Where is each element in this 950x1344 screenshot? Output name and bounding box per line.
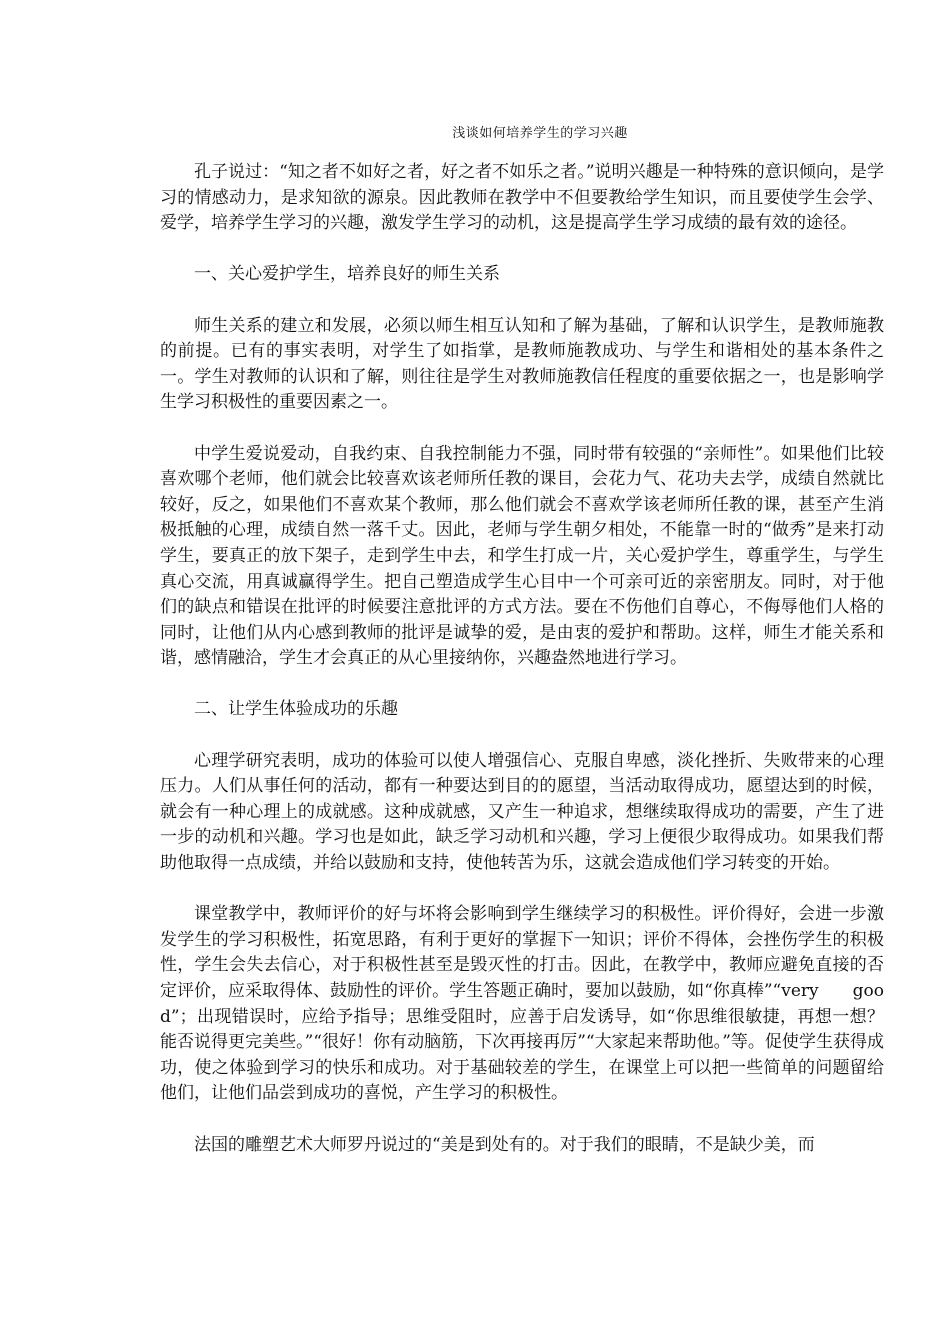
document-title: 浅谈如何培养学生的学习兴趣 [452,126,628,141]
paragraph-teacher-student-relationship: 师生关系的建立和发展，必须以师生相互认知和了解为基础，了解和认识学生，是教师施教的前提。已有的事实表明，对学生了如指掌，是教师施教成功、与学生和谐相处的基本条件之一。学生对教师的认识和了解，则往往是学生对教师施教信任程度的重要依据之一，也是影响学生学习积极性的重要因素之一。 [160,315,884,413]
section-heading-1: 一、关心爱护学生，培养良好的师生关系 [194,264,500,285]
paragraph-psychology-research: 心理学研究表明，成功的体验可以使人增强信心、克服自卑感，淡化挫折、失败带来的心理压力。人们从事任何的活动，都有一种要达到目的的愿望，当活动取得成功，愿望达到的时候，就会有一种心理上的成就感。这种成就感，又产生一种追求，想继续取得成功的需要，产生了进一步的动机和兴趣。学习也是如此，缺乏学习动机和兴趣，学习上便很少取得成功。如果我们帮助他取得一点成绩，并给以鼓励和支持，使他转苦为乐，这就会造成他们学习转变的开始。 [160,750,884,874]
paragraph-rodin-quote: 法国的雕塑艺术大师罗丹说过的“美是到处有的。对于我们的眼睛，不是缺少美，而 [194,1134,815,1155]
paragraph-intro: 孔子说过：“知之者不如好之者，好之者不如乐之者。”说明兴趣是一种特殊的意识倾向，是学习的情感动力，是求知欲的源泉。因此教师在教学中不但要教给学生知识，而且要使学生会学、爱学，培养学生学习的兴趣，激发学生学习的动机，这是提高学生学习成绩的最有效的途径。 [160,162,884,234]
document-body [160,160,884,1158]
paragraph-classroom-evaluation: 课堂教学中，教师评价的好与坏将会影响到学生继续学习的积极性。评价得好，会进一步激发学生的学习积极性，拓宽思路，有利于更好的掌握下一知识；评价不得体，会挫伤学生的积极性，学生会失去信心，对于积极性甚至是毁灭性的打击。因此，在教学中，教师应避免直接的否定评价，应采取得体、鼓励性的评价。学生答题正确时，要加以鼓励，如“你真棒”“very good”；出现错误时，应给予指导；思维受阻时，应善于启发诱导，如“你思维很敏捷，再想一想？能否说得更完美些。”“很好！你有动脑筋，下次再接再厉”“大家起来帮助他。”等。促使学生获得成功，使之体验到学习的快乐和成功。对于基础较差的学生，在课堂上可以把一些简单的问题留给他们，让他们品尝到成功的喜悦，产生学习的积极性。 [160,904,884,1104]
section-heading-2: 二、让学生体验成功的乐趣 [194,699,398,720]
paragraph-middle-school-students: 中学生爱说爱动，自我约束、自我控制能力不强，同时带有较强的“亲师性”。如果他们比较喜欢哪个老师，他们就会比较喜欢该老师所任教的课目，会花力气、花功夫去学，成绩自然就比较好，反之，如果他们不喜欢某个教师，那么他们就会不喜欢学该老师所任教的课，甚至产生消极抵触的心理，成绩自然一落千丈。因此，老师与学生朝夕相处，不能靠一时的“做秀”是来打动学生，要真正的放下架子，走到学生中去，和学生打成一片，关心爱护学生，尊重学生，与学生真心交流，用真诚赢得学生。把自己塑造成学生心目中一个可亲可近的亲密朋友。同时，对于他们的缺点和错误在批评的时候要注意批评的方式方法。要在不伤他们自尊心，不侮辱他们人格的同时，让他们从内心感到教师的批评是诚挚的爱，是由衷的爱护和帮助。这样，师生才能关系和谐，感情融洽，学生才会真正的从心里接纳你，兴趣盎然地进行学习。 [160,443,884,669]
